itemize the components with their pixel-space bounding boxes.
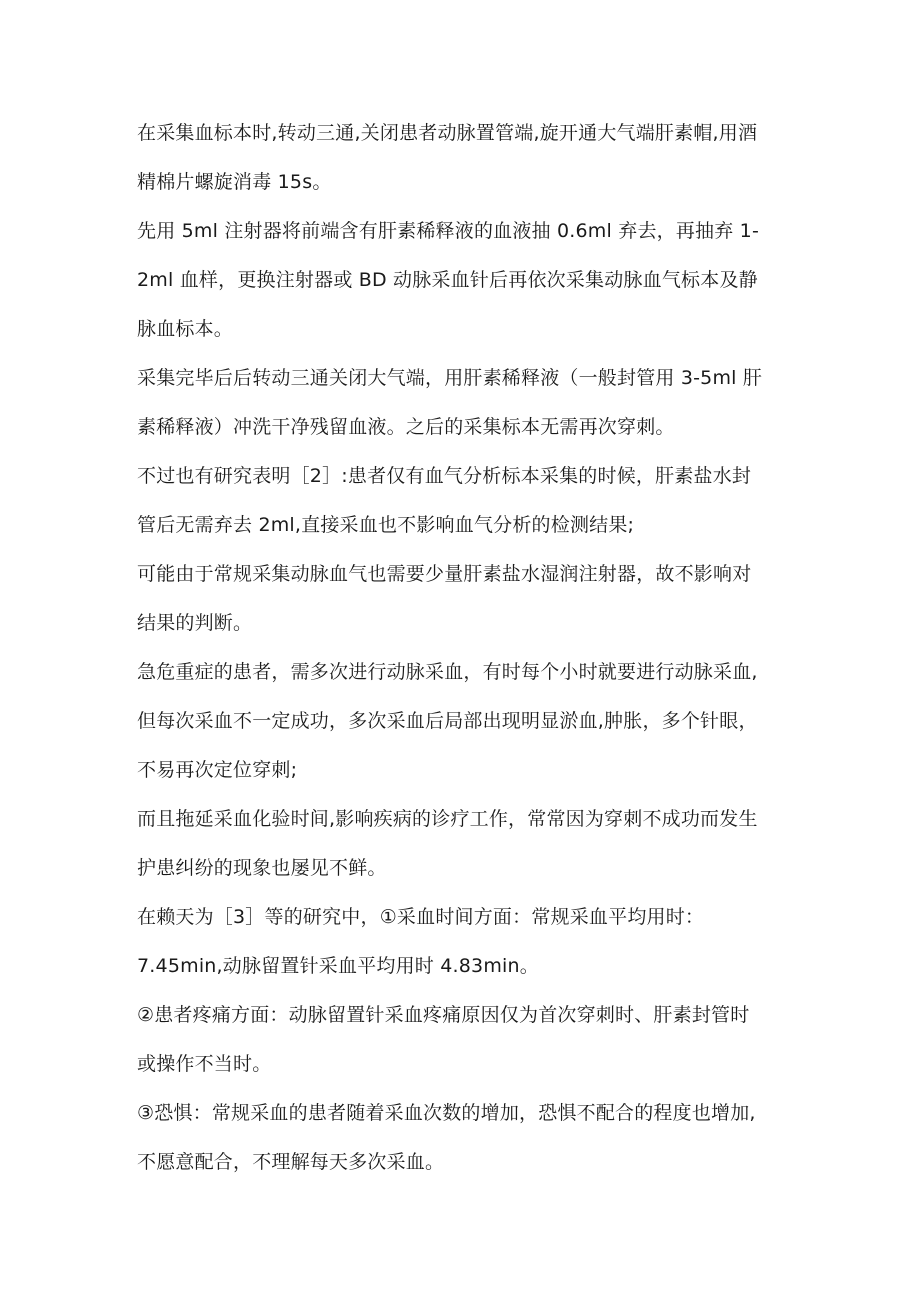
text-line: 结果的判断。 <box>137 612 253 634</box>
text-line: 不过也有研究表明［2］:患者仅有血气分析标本采集的时候，肝素盐水封 <box>137 465 752 487</box>
text-line: 或操作不当时。 <box>137 1053 272 1075</box>
text-line: 精棉片螺旋消毒 15s。 <box>137 171 332 193</box>
text-line: 急危重症的患者，需多次进行动脉采血，有时每个小时就要进行动脉采血, <box>137 661 758 683</box>
text-line: 而且拖延采血化验时间,影响疾病的诊疗工作，常常因为穿刺不成功而发生 <box>137 808 758 830</box>
text-line: 7.45min,动脉留置针采血平均用时 4.83min。 <box>137 955 539 977</box>
text-line: 素稀释液）冲洗干净残留血液。之后的采集标本无需再次穿刺。 <box>137 416 675 438</box>
text-line: 采集完毕后后转动三通关闭大气端，用肝素稀释液（一般封管用 3-5ml 肝 <box>137 367 763 389</box>
text-line: 在采集血标本时,转动三通,关闭患者动脉置管端,旋开通大气端肝素帽,用酒 <box>137 122 758 144</box>
text-line: 不愿意配合，不理解每天多次采血。 <box>137 1151 445 1173</box>
text-line: ③恐惧：常规采血的患者随着采血次数的增加，恐惧不配合的程度也增加, <box>137 1102 756 1124</box>
text-line: 可能由于常规采集动脉血气也需要少量肝素盐水湿润注射器，故不影响对 <box>137 563 752 585</box>
text-line: ②患者疼痛方面：动脉留置针采血疼痛原因仅为首次穿刺时、肝素封管时 <box>137 1004 750 1026</box>
text-line: 在赖天为［3］等的研究中，①采血时间方面：常规采血平均用时： <box>137 906 705 928</box>
text-line: 管后无需弃去 2ml,直接采血也不影响血气分析的检测结果; <box>137 514 635 536</box>
text-line: 不易再次定位穿刺; <box>137 759 298 781</box>
text-line: 护患纠纷的现象也屡见不鲜。 <box>137 857 387 879</box>
text-line: 但每次采血不一定成功，多次采血后局部出现明显淤血,肿胀，多个针眼， <box>137 710 758 732</box>
text-line: 脉血标本。 <box>137 318 234 340</box>
text-line: 2ml 血样，更换注射器或 BD 动脉采血针后再依次采集动脉血气标本及静 <box>137 269 758 291</box>
text-line: 先用 5ml 注射器将前端含有肝素稀释液的血液抽 0.6ml 弃去，再抽弃 1- <box>137 220 760 242</box>
